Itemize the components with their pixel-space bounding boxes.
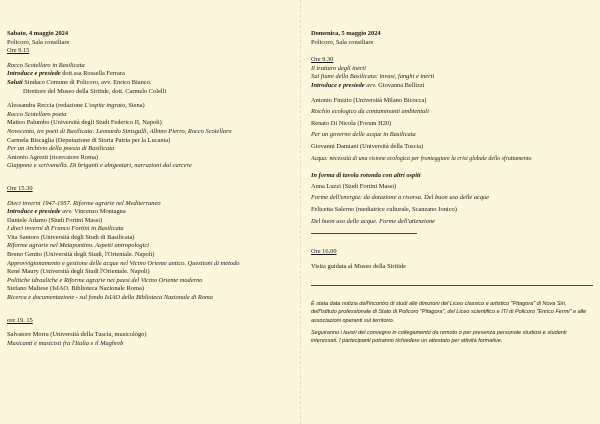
greetings-label: Saluti	[7, 78, 23, 86]
talk-title: Approvvigionamento e gestione delle acque nel Vicino Oriente antico. Questioni di metodo	[7, 259, 240, 267]
talk-speaker: Felicetta Salerno (mediatrice culturale, Scanzano Jonico)	[311, 205, 457, 213]
talk-title: Rischio ecologico da contaminanti ambientali	[311, 108, 429, 116]
day2-date: Domenica, 5 maggio 2024	[311, 30, 381, 37]
speaker-journal: L'ospite ingrato	[84, 102, 126, 110]
talk-title: Politiche idrauliche e Riforme agrarie nei paesi del Vicino Oriente moderno	[7, 276, 203, 284]
note-2: Seguiranno i lavori del convegno in collegamento da remoto o per presenza personale studiosi e studenti interessati. I partecipanti potranno richiedere un attestato per attività formative.	[311, 329, 567, 345]
talk-speaker: Bruno Genito (Università degli Studi, l'Orientale. Napoli)	[7, 251, 155, 259]
talk-title: Acqua: necessità di una visione ecologica per fronteggiare la crisi globale dello sfruttamento	[311, 155, 532, 162]
day2-talks	[311, 97, 593, 164]
left-column	[7, 30, 291, 348]
day1-talks	[7, 102, 291, 171]
day2-intro	[311, 82, 593, 91]
day2-session-title1: Il tratturo degli inerti	[311, 64, 366, 72]
evening-time: ore 19. 15	[7, 316, 33, 324]
day1-date: Sabato, 4 maggio 2024	[7, 30, 69, 37]
talk-title: Giappone e scrivanello. Di briganti e abigeatari, narrazioni dal carcere	[7, 162, 192, 170]
talk-speaker: René Maury (Università degli Studi l'Orientale. Napoli)	[7, 268, 150, 276]
talk-title: Del buon uso delle acque. Forme dell'attenzione	[311, 217, 436, 225]
afternoon-time: Ore 15.30	[7, 184, 33, 192]
afternoon-intro	[7, 208, 291, 217]
talk-title: Forme dell'energia: da dotazione a risorsa. Del buon uso delle acque	[311, 194, 490, 202]
day1-time: Ore 9.15	[7, 47, 30, 55]
talk-speaker	[7, 102, 291, 111]
talk-title: Rocco Scotellaro poeta	[7, 110, 67, 118]
talk-title: I dieci inverni di Franco Fortini in Basilicata	[7, 225, 124, 233]
talk-title: Ricerca e documentazione - sul fondo IsIAO della Biblioteca Nazionale di Roma	[7, 294, 213, 302]
page-fold	[300, 0, 301, 424]
visit-time: Ore 16.00	[311, 248, 337, 256]
afternoon-talks	[7, 217, 291, 303]
talk-speaker: Renato Di Nicola (Forum H20)	[311, 119, 392, 127]
intro-text: avv. Giovanna Bellizzi	[364, 81, 425, 89]
talk-title: Riforme agrarie nel Metapontino. Aspetti antropologici	[7, 242, 150, 250]
day1-intro	[7, 70, 291, 79]
talk-speaker: Daniele Adamo (Studi Fortini Massi)	[7, 216, 103, 224]
roundtable-title: In forma di tavola rotonda con altri ospiti	[311, 172, 421, 180]
speaker-tail: , Siena)	[125, 102, 145, 110]
afternoon-session-title: Dieci inverni 1947-1957. Riforme agrarie nel Mediterraneo	[7, 199, 161, 207]
intro-text: avv. Vincenzo Montagna	[60, 208, 126, 216]
intro-text: dott.ssa Rossella Ferrara	[60, 70, 125, 78]
talk-speaker: Matteo Palumbo (Università degli Studi Federico II, Napoli)	[7, 119, 162, 127]
talk-speaker: Giovanni Damiani (Università della Tuscia)	[311, 142, 424, 150]
day1-venue: Policoro, Sala consiliare	[7, 38, 70, 46]
right-column	[311, 30, 593, 345]
talk-speaker: Carmela Biscaglia (Deputazione di Storia Patria per la Lucania)	[7, 136, 171, 144]
intro-label: Introduce e presiede	[7, 208, 61, 216]
roundtable-list	[311, 183, 593, 226]
day2-venue: Policoro, Sala consiliare	[311, 38, 374, 46]
evening-title: Musicanti e musicisti fra l'Italia e il Maghreb	[7, 339, 124, 347]
greetings-text2: Direttore del Museo della Siritide, dott. Carmelo Colelli	[23, 87, 167, 95]
visit-text: Visita guidata al Museo della Siritide	[311, 262, 406, 270]
intro-label: Introduce e presiede	[311, 81, 365, 89]
talk-speaker: Antonio Finizio (Università Milano Bicocca)	[311, 96, 427, 104]
evening-speaker: Salvatore Morra (Università della Tuscia, musicologo)	[7, 331, 147, 339]
greetings-text: Sindaco Comune di Policoro, avv. Enrico Bianco.	[22, 78, 152, 86]
talk-speaker: Stefano Maltese (IsIAO. Biblioteca Nazionale Roma)	[7, 285, 144, 293]
day1-greetings	[7, 79, 291, 88]
talk-speaker: Vita Santoro (Università degli Studi di Basilicata)	[7, 233, 135, 241]
talk-speaker: Antonio Agresti (ricercatore Roma)	[7, 153, 99, 161]
talk-title: Per un Archivio della poesia di Basilicata	[7, 145, 115, 153]
day2-session-title2: Sui fiumi della Basilicata: invasi, fanghi e inerti	[311, 73, 435, 81]
talk-title: Per un governo delle acque in Basilicata	[311, 131, 416, 139]
day2-time: Ore 9.30	[311, 56, 334, 64]
talk-title: Novecento, tre poeti di Basilicata: Leonardo Sinisgalli, Albino Pierro, Rocco Scotellaro	[7, 127, 232, 135]
note-1: È stata data notizia dell'incontro di studi alle direzioni del Liceo classico e artistico "Pitagora" di Nova Siri, dell'Istituto professionale di Stato di Policoro "Pitagora", del Liceo scientifico e ITI di Policoro "Enrico Fermi" e alle associazioni operanti sul territorio.	[311, 301, 587, 324]
talk-speaker: Anna Luzzi (Studi Fortini Massi)	[311, 182, 397, 190]
speaker-name: Alessandra Reccia (redazione	[7, 102, 85, 110]
intro-label: Introduce e presiede	[7, 70, 61, 78]
day1-session-title: Rocco Scotellaro in Basilicata	[7, 61, 85, 69]
